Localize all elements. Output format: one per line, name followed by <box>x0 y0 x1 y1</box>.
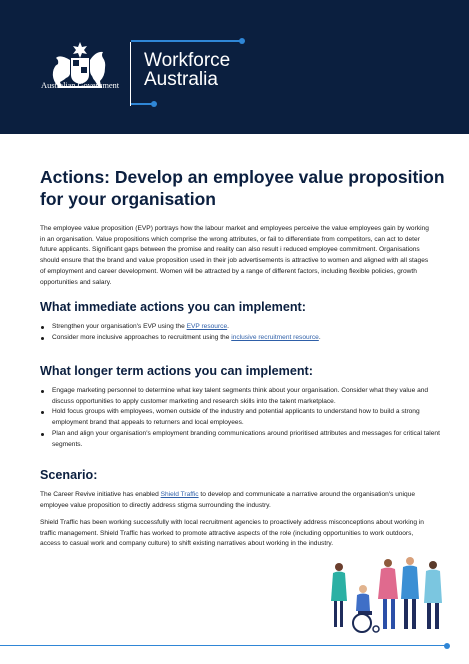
footer-dot <box>444 643 450 649</box>
intro-paragraph: The employee value proposition (EVP) portrays how the labour market and employees perceive the value employees gain by working in an organisation. Value propositions which comprise the wrong attributes, or fail to differentiate from competitors, can act to deter future applicants. Significant gaps between the promise and reality can also result i reduced employee commitment. Organisations should ensure that the brand and value proposition used in their job advertisements is attractive to women and aligned with all stages of employment and career development. Women will be attracted by a range of different factors, including flexible policies, growth opportunities and salary. <box>40 225 429 286</box>
inclusive-recruitment-resource-link[interactable]: inclusive recruitment resource <box>231 333 319 341</box>
longer-term-actions-list <box>40 386 440 450</box>
scenario-heading: Scenario: <box>40 468 98 482</box>
list-item <box>40 322 440 333</box>
immediate-actions-heading: What immediate actions you can implement: <box>40 300 306 314</box>
list-item <box>40 333 440 344</box>
government-label: Australian Government <box>41 80 119 90</box>
logo-top-rule <box>131 40 242 42</box>
scenario-paragraph-2: Shield Traffic has been working successfully with local recruitment agencies to proactively address misconceptions about working in traffic management. Shield Traffic has worked to promote attractive aspects of the role (including opportunities to work outdoors, access to casual work and company culture) to shift existing narratives about working in the industry. <box>40 519 424 548</box>
header-banner <box>0 0 469 134</box>
longer-term-actions-heading: What longer term actions you can implement: <box>40 364 313 378</box>
list-item: Engage marketing personnel to determine what key talent segments think about your organisation. Consider what they value and discuss opportunities to apply customer marketing and research skills into the talent marketplace. <box>40 386 440 407</box>
list-item-text: Consider more inclusive approaches to recruitment using the <box>52 333 232 341</box>
logo-bottom-rule <box>131 103 153 105</box>
evp-resource-link[interactable]: EVP resource <box>186 323 228 330</box>
immediate-actions-list <box>40 322 440 343</box>
list-item: Plan and align your organisation's employment branding communications around prioritised attributes and messages for critical talent segments. <box>40 429 440 450</box>
list-item-text-end: . <box>227 323 229 330</box>
list-item: Hold focus groups with employees, women outside of the industry and potential applicants to understand how to build a strong employment brand that appeals to returners and local employees. <box>40 407 440 428</box>
scenario-paragraph-1 <box>40 490 432 511</box>
shield-traffic-link[interactable]: Shield Traffic <box>160 491 199 498</box>
list-item-text: Strengthen your organisation's EVP using the <box>52 323 187 330</box>
page-title: Actions: Develop an employee value proposition for your organisation <box>40 167 445 209</box>
list-item-text-end: . <box>318 333 321 341</box>
scenario-text-end: to develop and communicate a narrative around the organisation's unique employee value proposition to directly address stigma surrounding the industry. <box>40 491 416 509</box>
workforce-australia-logo <box>131 40 281 104</box>
diverse-people-illustration <box>330 553 456 637</box>
logo-top-dot <box>239 38 245 44</box>
logo-bottom-dot <box>151 101 157 107</box>
logo-line-2: Australia <box>144 69 218 90</box>
footer-rule <box>0 645 448 646</box>
scenario-text: The Career Revive initiative has enabled <box>40 491 161 498</box>
logo-text <box>144 51 230 89</box>
logo-line-1: Workforce <box>144 50 231 71</box>
